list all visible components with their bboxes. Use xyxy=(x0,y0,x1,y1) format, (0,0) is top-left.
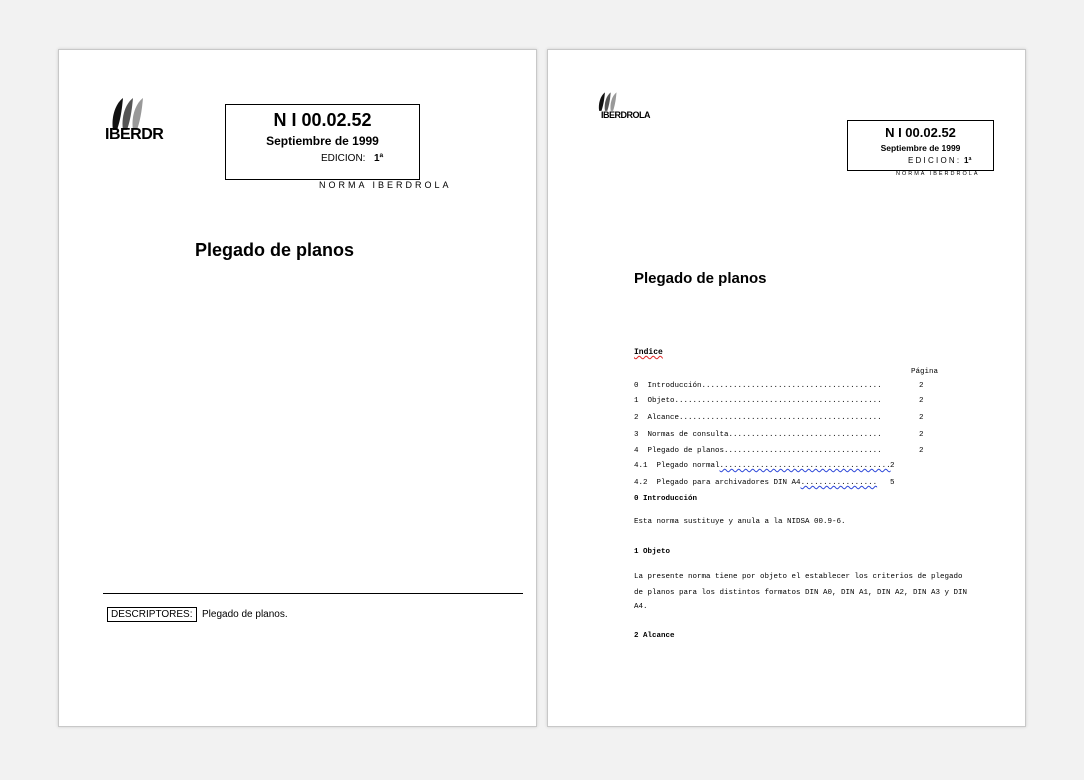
ni-box xyxy=(225,104,420,180)
toc-row xyxy=(634,462,934,470)
toc-row xyxy=(634,397,934,405)
toc-leader: ........................................ xyxy=(701,382,882,390)
toc-leader: .................................. xyxy=(728,431,882,439)
toc-leader: ................. xyxy=(800,479,878,487)
page-title: Plegado de planos xyxy=(195,240,355,260)
toc-number: 0 xyxy=(634,382,639,390)
iberdrola-logo-icon xyxy=(596,90,622,112)
logo-text: IBERDR xyxy=(105,126,164,143)
toc-page: 2 xyxy=(919,397,924,405)
edition-value: 1ª xyxy=(374,153,384,164)
edition-date: Septiembre de 1999 xyxy=(266,134,379,148)
toc-label: Objeto xyxy=(647,397,675,405)
toc-number: 4.2 xyxy=(634,479,648,487)
edition-label: EDICION: xyxy=(321,153,366,164)
toc-row xyxy=(634,382,934,390)
toc-page: 2 xyxy=(919,431,924,439)
ni-box xyxy=(847,120,994,171)
toc-page: 5 xyxy=(890,479,895,487)
toc-number: 2 xyxy=(634,414,639,422)
toc-page-header: Página xyxy=(911,368,939,376)
edition-value: 1ª xyxy=(964,156,972,165)
toc-page: 2 xyxy=(919,382,924,390)
edition-label: E D I C I O N : xyxy=(908,156,960,165)
toc-page: 2 xyxy=(890,462,895,470)
logo-text: IBERDROLA xyxy=(601,110,650,120)
index-heading: Indice xyxy=(634,348,663,357)
divider xyxy=(103,593,523,594)
descriptors-value: Plegado de planos. xyxy=(202,609,288,620)
ni-code: N I 00.02.52 xyxy=(885,125,956,140)
descriptors-label: DESCRIPTORES: xyxy=(107,607,197,622)
section-0-text: Esta norma sustituye y anula a la NIDSA 00.9-6. xyxy=(634,518,846,526)
toc-number: 4.1 xyxy=(634,462,648,470)
toc-label: Plegado de planos xyxy=(647,447,725,455)
norma-label: NORMA IBERDROLA xyxy=(319,180,452,190)
toc-label: Introducción xyxy=(647,382,702,390)
toc-leader: ...................................... xyxy=(719,462,891,470)
section-1-heading: 1 Objeto xyxy=(634,548,671,556)
toc-row xyxy=(634,479,934,487)
toc-label: Alcance xyxy=(647,414,680,422)
norma-label: NORMA IBERDROLA xyxy=(896,171,980,177)
section-2-heading: 2 Alcance xyxy=(634,632,675,640)
document-page-2 xyxy=(547,49,1026,727)
section-1-line-3: A4. xyxy=(634,603,648,611)
section-1-line-1: La presente norma tiene por objeto el establecer los criterios de plegado xyxy=(634,573,963,581)
toc-number: 4 xyxy=(634,447,639,455)
toc-row xyxy=(634,431,934,439)
toc-row xyxy=(634,447,934,455)
ni-code: N I 00.02.52 xyxy=(273,110,372,130)
toc-label: Plegado normal xyxy=(656,462,720,470)
document-page-1 xyxy=(58,49,537,727)
section-0-heading: 0 Introducción xyxy=(634,495,698,503)
toc-label: Normas de consulta xyxy=(647,431,729,439)
toc-page: 2 xyxy=(919,447,924,455)
toc-number: 1 xyxy=(634,397,639,405)
edition-date: Septiembre de 1999 xyxy=(880,143,961,153)
page-title: Plegado de planos xyxy=(634,270,767,287)
toc-page: 2 xyxy=(919,414,924,422)
toc-leader: ................................... xyxy=(724,447,882,455)
section-1-line-2: de planos para los distintos formatos DIN A0, DIN A1, DIN A2, DIN A3 y DIN xyxy=(634,589,968,597)
toc-leader: .............................................. xyxy=(674,397,882,405)
toc-leader: ............................................. xyxy=(679,414,882,422)
toc-row xyxy=(634,414,934,422)
toc-label: Plegado para archivadores DIN A4 xyxy=(656,479,801,487)
toc-number: 3 xyxy=(634,431,639,439)
